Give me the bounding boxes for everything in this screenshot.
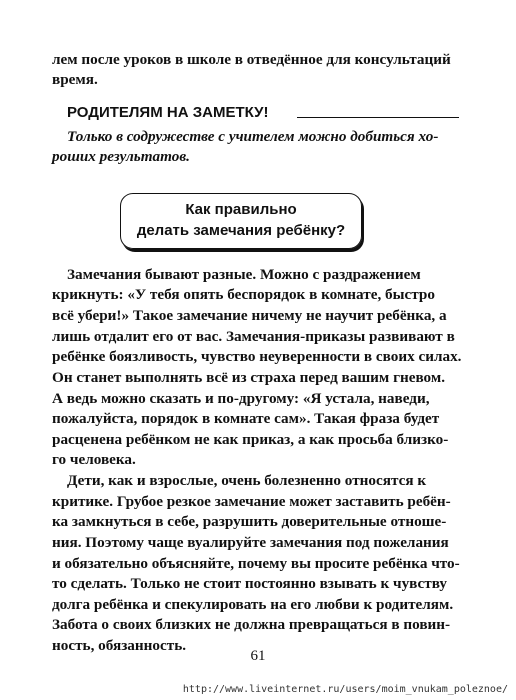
body-line: ка замкнуться в себе, разрушить доверительные отноше- [52,513,447,530]
tip-text-line-2: роших результатов. [52,148,190,165]
body-line: критике. Грубое резкое замечание может заставить ребён- [52,493,451,510]
body-line: Он станет выполнять всё из страха перед вашим гневом. [52,369,445,386]
body-line: ность, обязанность. [52,637,187,654]
body-line: А ведь можно сказать и по-другому: «Я устала, наведи, [52,390,430,407]
page-number: 61 [250,648,266,664]
body-line: го человека. [52,451,136,468]
section-title-box [120,193,362,249]
heading-rule [297,117,459,118]
body-line: крикнуть: «У тебя опять беспорядок в комнате, быстро [52,286,435,303]
section-title-line-2: делать замечания ребёнку? [136,222,346,239]
body-line: долга ребёнка и спекулировать на его любви к родителям. [52,596,454,613]
section-title-line-1: Как правильно [185,201,297,218]
tip-heading: РОДИТЕЛЯМ НА ЗАМЕТКУ! [67,104,269,121]
source-url: http://www.liveinternet.ru/users/moim_vnukam_poleznoe/ [182,684,508,695]
body-line: расценена ребёнком не как приказ, а как просьба близко- [52,431,449,448]
body-line: всё убери!» Такое замечание ничему не научит ребёнка, а [52,307,447,324]
body-line: ния. Поэтому чаще вуалируйте замечания под пожелания [52,534,449,551]
tip-text-line-1: Только в содружестве с учителем можно добиться хо- [67,128,439,145]
body-line: Забота о своих близких не должна превращаться в повин- [52,616,451,633]
intro-line-1: лем после уроков в школе в отведённое для консультаций [52,51,451,68]
body-line: лишь отдалит его от вас. Замечания-приказы развивают в [52,328,455,345]
body-line: Замечания бывают разные. Можно с раздражением [67,266,421,283]
body-line: и обязательно объясняйте, почему вы просите ребёнка что- [52,555,460,572]
body-line: то сделать. Только не стоит постоянно взывать к чувству [52,575,448,592]
body-line: ребёнке боязливость, чувство неуверенности в своих силах. [52,348,462,365]
body-line: Дети, как и взрослые, очень болезненно относятся к [67,472,427,489]
body-line: пожалуйста, порядок в комнате сам». Такая фраза будет [52,410,440,427]
intro-line-2: время. [52,71,98,88]
